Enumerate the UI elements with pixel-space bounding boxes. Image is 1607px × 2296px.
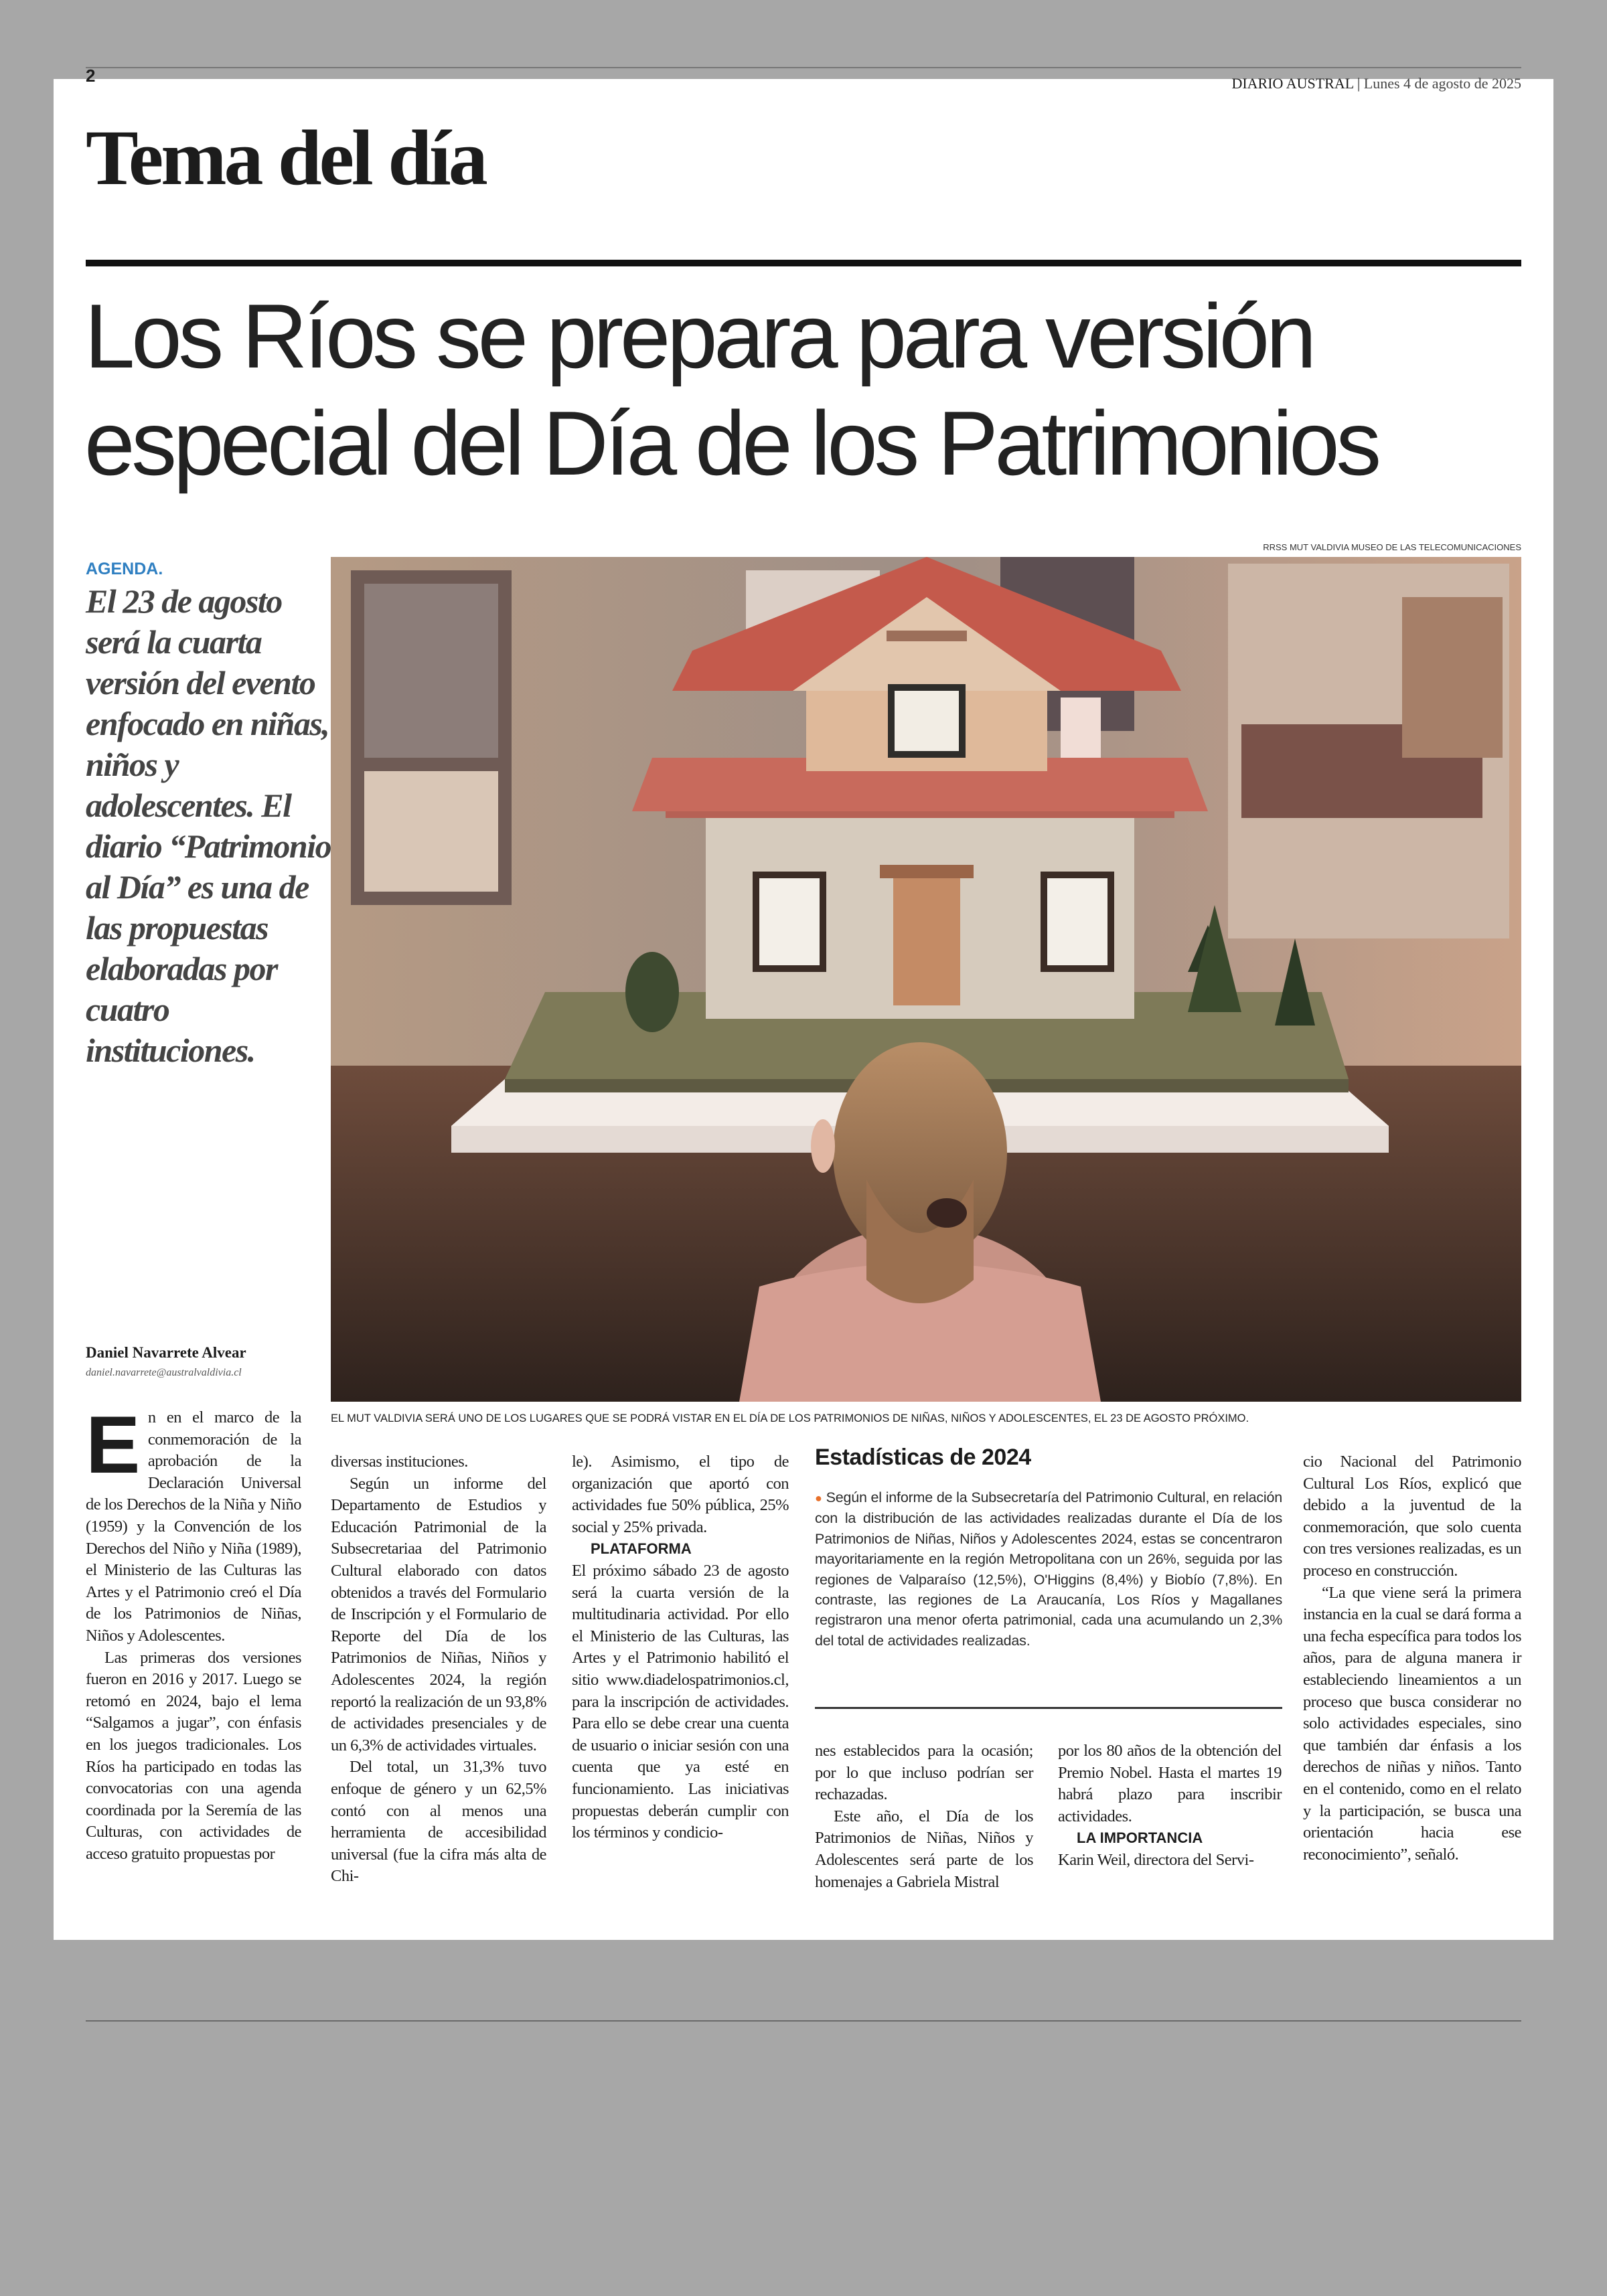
section-rule [86,260,1521,266]
issue-date: Lunes 4 de agosto de 2025 [1363,75,1521,92]
col4-paragraph-0: nes establecidos para la ocasión; por lo que incluso podrían ser rechazadas. [815,1742,1033,1804]
stats-box-rule [815,1707,1282,1709]
byline-email: daniel.navarrete@australvaldivia.cl [86,1367,242,1378]
subhead-la-importancia: LA IMPORTANCIA [1077,1829,1203,1847]
photo-credit: RRSS MUT VALDIVIA MUSEO DE LAS TELECOMUNICACIONES [1263,542,1521,552]
main-photo [331,557,1521,1402]
col4-paragraph-1: Este año, el Día de los Patrimonios de Niñas, Niños y Adolescentes será parte de los homenajes a Gabriela Mistral [815,1807,1033,1891]
page-number: 2 [86,66,96,86]
body-column-6 [1303,1451,1521,1866]
col2-paragraph-0: diversas instituciones. [331,1453,468,1471]
stats-box-title: Estadísticas de 2024 [815,1445,1031,1470]
drop-cap: E [86,1399,140,1490]
col6-paragraph-0: cio Nacional del Patrimonio Cultural Los Ríos, explicó que debido a la juventud de la conmemoración, que solo cuenta con tres versiones realizadas, es un proceso en construcción. [1303,1453,1521,1580]
col3-paragraph-1: El próximo sábado 23 de agosto será la cuarta versión de la multitudinaria actividad. Por ello el Ministerio de las Culturas, las Artes y el Patrimonio habilitó el sitio www.diadelospatrimonios.cl, para la inscripción de actividades. Para ello se debe crear una cuenta de usuario o iniciar sesión con una cuenta que ya esté en funcionamiento. Las iniciativas propuestas deberán cumplir con los términos y condicio- [572,1561,789,1842]
body-column-4 [815,1740,1033,1893]
kicker: AGENDA. [86,560,163,578]
section-title: Tema del día [86,114,485,201]
newspaper-page [54,66,1553,1940]
headline [84,282,1378,497]
photo-caption: EL MUT VALDIVIA SERÁ UNO DE LOS LUGARES QUE SE PODRÁ VISTAR EN EL DÍA DE LOS PATRIMONIOS DE NIÑAS, NIÑOS Y ADOLESCENTES, EL 23 DE AGOSTO PRÓXIMO. [331,1412,1249,1424]
col2-paragraph-2: Del total, un 31,3% tuvo enfoque de género y un 62,5% contó con al menos una herramienta de accesibilidad universal (fue la cifra más alta de Chi- [331,1758,546,1886]
stats-box-body [815,1487,1282,1651]
top-outer-rule [86,67,1521,68]
masthead-separator: | [1353,75,1364,92]
masthead-line [1231,75,1521,92]
body-column-2 [331,1451,546,1888]
photo-illustration [331,557,1521,1402]
publication-name: DIARIO AUSTRAL [1231,75,1354,92]
headline-line-1: Los Ríos se prepara para versión [84,285,1313,387]
bottom-outer-rule [86,2020,1521,2022]
subhead-plataforma: PLATAFORMA [591,1540,692,1558]
col2-paragraph-1: Según un informe del Departamento de Estudios y Educación Patrimonial de la Subsecretariaa del Patrimonio Cultural elaborado con datos obtenidos a través del Formulario de Inscripción y el Formulario de Reporte del Día de los Patrimonios de Niñas, Niños y Adolescentes 2024, la región reportó la realización de un 93,8% de actividades presenciales y de un 6,3% de actividades virtuales. [331,1474,546,1754]
col1-paragraph-1: n en el marco de la conmemoración de la aprobación de la Declaración Universal de los Derechos de la Niña y Niño (1959) y la Convención de los Derechos del Niño y Niña (1989), el Ministerio de las Culturas las Artes y el Patrimonio creó el Día de los Patrimonios de Niñas, Niños y Adolescentes. [86,1408,301,1645]
stats-text: Según el informe de la Subsecretaría del Patrimonio Cultural, en relación con la distribución de las actividades realizadas durante el Día de los Patrimonios de Niñas, Niños y Adolescentes 2024, estas se concentraron mayoritariamente en la región Metropolitana con un 26%, seguida por las regiones de Valparaíso (12,5%), O'Higgins (8,4%) y Biobío (7,8%). En contraste, las regiones de La Araucanía, Los Ríos y Magallanes registraron una menor oferta patrimonial, cada una acumulando un 2,3% del total de actividades realizadas. [815,1489,1282,1649]
body-column-5 [1058,1740,1282,1872]
col3-paragraph-0: le). Asimismo, el tipo de organización que aportó con actividades fue 50% pública, 25% social y 25% privada. [572,1453,789,1536]
col5-paragraph-0: por los 80 años de la obtención del Premio Nobel. Hasta el martes 19 habrá plazo para inscribir actividades. [1058,1742,1282,1825]
stats-bullet: ● [815,1491,822,1505]
deck: El 23 de agosto será la cuarta versión del evento enfocado en niñas, niños y adolescentes. El diario “Patrimonio al Día” es una de las propuestas elaboradas por cuatro instituciones. [86,582,331,1069]
col6-paragraph-1: “La que viene será la primera instancia en la cual se dará forma a una fecha específica para todos los años, para de alguna manera ir estableciendo lineamientos a un proceso que busca considerar no solo actividades especiales, sino que también dar énfasis a los derechos de niñas y niños. Tanto en el contenido, como en el relato y la participación, se busca una orientación hacia ese reconocimiento”, señaló. [1303,1583,1521,1864]
col5-paragraph-1: Karin Weil, directora del Servi- [1058,1850,1254,1869]
body-column-1 [86,1399,301,1865]
body-column-3 [572,1451,789,1844]
byline-author: Daniel Navarrete Alvear [86,1344,246,1361]
headline-line-2: especial del Día de los Patrimonios [84,392,1378,494]
col1-paragraph-2: Las primeras dos versiones fueron en 2016 y 2017. Luego se retomó en 2024, bajo el lema “Salgamos a jugar”, con énfasis en los juegos tradicionales. Los Ríos ha participado en todas las convocatorias con una agenda coordinada por la Seremía de las Culturas, con actividades de acceso gratuito propuestas por [86,1648,301,1863]
